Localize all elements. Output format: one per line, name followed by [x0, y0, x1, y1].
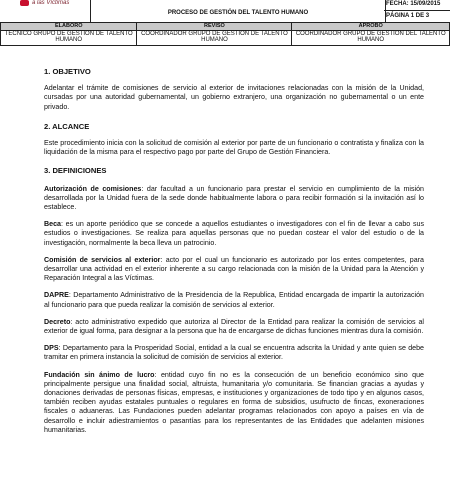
- definition-item: [44, 220, 424, 248]
- logo-text: a las Víctimas: [32, 0, 70, 6]
- definition-text: : acto por el cual un funcionario es autorizado por los entes competentes, para desarrollar una actividad en el exterior inherente a su cargo relacionada con la misión de la Unidad para la Atención y Reparación Integral a las Víctimas.: [44, 255, 424, 283]
- definition-text: : acto administrativo expedido que autoriza al Director de la Entidad para realizar la comisión de servicios al exterior de igual forma, para designar a la persona que ha de encargarse de dichas funciones mientras dura la comisión.: [44, 317, 424, 336]
- logo-emblem-icon: [20, 0, 29, 6]
- alcance-text: Este procedimiento inicia con la solicitud de comisión al exterior por parte de un funcionario o contratista y finaliza con la liquidación de la misma para el respectivo pago por parte del Grupo de Gestión Financiera.: [44, 139, 424, 157]
- doc-meta-cell: [384, 0, 450, 22]
- definition-item: [44, 256, 424, 284]
- definition-item: [44, 371, 424, 435]
- approval-header-reviso: REVISO: [137, 23, 292, 31]
- document-body: [44, 60, 424, 435]
- approval-header-elaboro: ELABORO: [1, 23, 137, 31]
- definition-item: [44, 185, 424, 213]
- definition-term: Autorización de comisiones: [44, 184, 142, 193]
- section-heading-objetivo: 1. OBJETIVO: [44, 67, 91, 76]
- approval-value-reviso: COORDINADOR GRUPO DE GESTION DE TALENTO HUMANO: [137, 30, 292, 45]
- definition-text: : Departamento Administrativo de la Presidencia de la Republica, Entidad encargada de impartir la autorización al funcionario para que pueda realizar la comisión de servicios al exterior.: [44, 291, 424, 309]
- unit-logo: [0, 0, 70, 22]
- doc-page-number: PÁGINA 1 DE 3: [386, 13, 430, 19]
- definition-text: : dar facultad a un funcionario para prestar el servicio en cumplimiento de la misión desarrollada por la Unidad fuera de la sede donde habitualmente labora o para recibir formación si la invitación así lo establece.: [44, 184, 424, 212]
- approval-value-aprobo: COORDINADOR GRUPO DE GESTION DEL TALENTO HUMANO: [292, 30, 450, 45]
- definition-item: [44, 291, 424, 309]
- objetivo-text: Adelantar el trámite de comisiones de servicio al exterior de invitaciones relacionadas con la misión de la Unidad, cursadas por una autoridad gubernamental, un gobierno extranjero, una organización no gubernamental o un ente privado.: [44, 84, 424, 111]
- definition-text: : es un aporte periódico que se concede a aquellos estudiantes o investigadores con el fin de llevar a cabo sus estudios o investigaciones. Se realiza para aquellas personas que no puedan costear el valor del estudio o de la investigación, normalmente la beca lleva un patrocinio.: [44, 220, 424, 247]
- process-title: PROCESO DE GESTIÓN DEL TALENTO HUMANO: [167, 10, 309, 16]
- definition-item: [44, 344, 424, 362]
- definition-term: DPS: [44, 344, 59, 353]
- definition-text: : entidad cuyo fin no es la consecución de un beneficio económico sino que principalmente persigue una finalidad social, altruista, humanitaria y/o comunitaria. Se financian gracias a ayudas y donaciones derivadas de personas físicas, empresas, e instituciones y organizaciones de todo tipo y en algunos casos, también reciben ayudas estatales puntuales o regulares en forma de subsidios, usufructo de fincas, exoneraciones fiscales o aduaneras. Las Fundaciones pueden adelantar programas relacionados con apoyo a países en vía de desarrollo e incluir adiestramientos o pasantías para los representantes de las Entidades que adelanten misiones humanitarias.: [44, 370, 424, 434]
- approval-header-aprobo: APROBO: [292, 23, 450, 31]
- approval-value-elaboro: TECNICO GRUPO DE GESTION DE TALENTO HUMANO: [1, 30, 137, 45]
- definition-item: [44, 318, 424, 336]
- section-heading-alcance: 2. ALCANCE: [44, 121, 90, 131]
- process-title-cell: [90, 0, 386, 22]
- doc-date: FECHA: 15/09/2015: [386, 1, 441, 7]
- approval-table: [0, 22, 450, 46]
- definition-text: : Departamento para la Prosperidad Social, entidad a la cual se encuentra adscrita la Unidad y ante quien se debe tramitar en primera instancia la solicitud de comisión de servicios al exterior.: [44, 344, 424, 362]
- definition-term: Comisión de servicios al exterior: [44, 255, 161, 264]
- definition-term: Fundación sin ánimo de lucro: [44, 370, 155, 379]
- section-heading-definiciones: 3. DEFINICIONES: [44, 166, 107, 176]
- definition-term: DAPRE: [44, 291, 69, 300]
- definition-term: Beca: [44, 220, 61, 229]
- definition-term: Decreto: [44, 317, 71, 326]
